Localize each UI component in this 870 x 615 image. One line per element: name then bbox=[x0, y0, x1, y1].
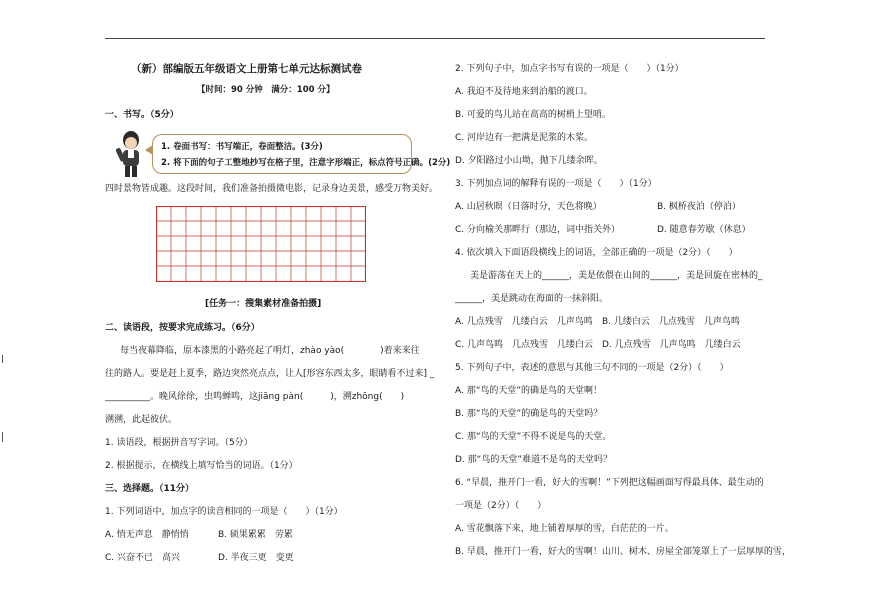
option-3-6-a[interactable]: A. 雪花飘落下来，地上铺着厚厚的雪，白茫茫的一片。 bbox=[455, 524, 674, 534]
option-3-5-d[interactable]: D. 那“鸟的天堂”难道不是鸟的天堂吗？ bbox=[455, 455, 612, 465]
option-3-1-d[interactable]: D. 半夜三更 变更 bbox=[218, 553, 294, 563]
page-top-rule bbox=[105, 38, 765, 39]
instruction-bubble bbox=[152, 134, 451, 174]
option-3-1-c[interactable]: C. 兴奋不已 高兴 bbox=[105, 553, 181, 563]
question-3-5: 5. 下列句子中，表述的意思与其他三句不同的一项是（2分）（ ） bbox=[455, 363, 729, 373]
question-2-1: 1. 读语段，根据拼音写字词。（5分） bbox=[105, 438, 253, 448]
passage-line-4: 溯溯，此起彼伏。 bbox=[105, 415, 178, 425]
option-3-2-b[interactable]: B. 可爱的鸟儿站在高高的树梢上望哨。 bbox=[455, 110, 611, 120]
option-3-2-a[interactable]: A. 我迫不及待地来到泊船的渡口。 bbox=[455, 87, 593, 97]
section-2-heading: 二、读语段，按要求完成练习。（6分） bbox=[105, 323, 260, 333]
teacher-cartoon-icon bbox=[116, 130, 146, 178]
question-3-4: 4. 依次填入下面语段横线上的词语，全部正确的一项是（2分）（ ） bbox=[455, 248, 738, 258]
option-3-4-d[interactable]: D. 几点残雪 几声鸟鸣 几缕白云 bbox=[602, 340, 741, 350]
question-3-2: 2. 下列句子中，加点字书写有误的一项是（ ）（1分） bbox=[455, 64, 684, 74]
section-3-heading: 三、选择题。（11分） bbox=[105, 484, 195, 494]
question-2-2: 2. 根据提示，在横线上填写恰当的词语。（1分） bbox=[105, 461, 298, 471]
writing-grid[interactable] bbox=[156, 206, 366, 282]
option-3-6-b[interactable]: B. 早晨，推开门一看，好大的雪啊！山川、树木、房屋全部笼罩上了一层厚厚的雪， bbox=[455, 547, 791, 557]
option-3-5-b[interactable]: B. 那“鸟的天堂”的确是鸟的天堂吗？ bbox=[455, 409, 603, 419]
bubble-line-2: 2. 将下面的句子工整地抄写在格子里，注意字形端正，标点符号正确。(2分) bbox=[161, 158, 451, 168]
question-3-4-passage-1: 美是游荡在天上的______，美是依偎在山间的______，美是回旋在密林的_ bbox=[470, 271, 763, 281]
task-caption: [任务一：搜集素材准备拍摄] bbox=[205, 299, 322, 309]
binding-mark bbox=[2, 355, 3, 363]
option-3-1-b[interactable]: B. 硕果累累 劳累 bbox=[218, 530, 293, 540]
bubble-line-1: 1. 卷面书写：书写端正，卷面整洁。(3分) bbox=[161, 142, 323, 152]
option-3-1-a[interactable]: A. 悄无声息 静悄悄 bbox=[105, 530, 189, 540]
passage-line-1: 每当夜幕降临，原本漆黑的小路亮起了明灯，zhào yào( )着来来往 bbox=[120, 346, 420, 356]
option-3-4-c[interactable]: C. 几声鸟鸣 几点残雪 几缕白云 bbox=[455, 340, 594, 350]
binding-mark bbox=[2, 432, 3, 442]
option-3-4-b[interactable]: B. 几缕白云 几点残雪 几声鸟鸣 bbox=[602, 317, 740, 327]
time-info: 【时间：90 分钟 满分：100 分】 bbox=[197, 85, 335, 95]
question-3-1: 1. 下列词语中，加点字的读音相同的一项是（ ）（1分） bbox=[105, 507, 343, 517]
option-3-3-d[interactable]: D. 随意春芳歇（休息） bbox=[657, 225, 751, 235]
option-3-5-a[interactable]: A. 那“鸟的天堂”的确是鸟的天堂啊！ bbox=[455, 386, 603, 396]
question-3-4-passage-2: ______，美是跳动在海面的一抹斜阳。 bbox=[455, 294, 609, 304]
section-1-heading: 一、书写。（5分） bbox=[105, 110, 179, 120]
passage-line-3: __________。晚风徐徐，虫鸣蝉鸣，这jiāng pàn( )，溯zhōng( ) bbox=[105, 392, 405, 402]
option-3-4-a[interactable]: A. 几点残雪 几缕白云 几声鸟鸣 bbox=[455, 317, 593, 327]
page-title: （新）部编版五年级语文上册第七单元达标测试卷 bbox=[131, 63, 362, 75]
option-3-2-c[interactable]: C. 河岸边有一把满是泥浆的木桨。 bbox=[455, 133, 594, 143]
question-3-6-line-2: 一项是（2分）（ ） bbox=[455, 501, 547, 511]
option-3-5-c[interactable]: C. 那“鸟的天堂”不得不说是鸟的天堂。 bbox=[455, 432, 612, 442]
option-3-2-d[interactable]: D. 夕阳路过小山坳，抛下几缕余晖。 bbox=[455, 156, 603, 166]
question-3-6-line-1: 6. “早晨，推开门一看，好大的雪啊！”下列把这幅画面写得最具体、最生动的 bbox=[455, 478, 764, 488]
option-3-3-a[interactable]: A. 山居秋暝（日落时分，天色将晚） bbox=[455, 202, 602, 212]
option-3-3-b[interactable]: B. 枫桥夜泊（停泊） bbox=[657, 202, 741, 212]
passage-line-2: 往的路人。要是赶上夏季，路边突然亮点点，让人[形容东西太多，眼睛看不过来] _ bbox=[105, 369, 435, 379]
option-3-3-c[interactable]: C. 分向榆关那畔行（那边，词中指关外） bbox=[455, 225, 621, 235]
copy-sentence: 四时景物皆成趣。这段时间，我们准备拍摄微电影，记录身边美景，感受万物美好。 bbox=[105, 184, 439, 194]
question-3-3: 3. 下列加点词的解释有误的一项是（ ）（1分） bbox=[455, 179, 657, 189]
